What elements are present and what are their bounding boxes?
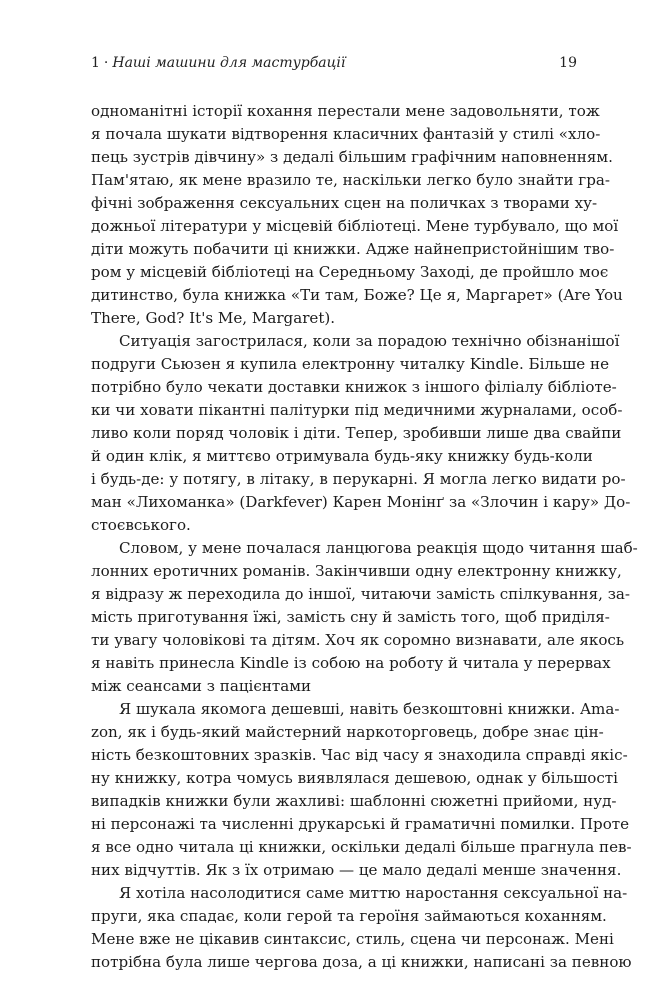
paragraph	[91, 882, 632, 974]
text-line: ну книжку, котра чомусь виявлялася дешевою, однак у більшості	[91, 769, 618, 787]
text-line: ки чи ховати пікантні палітурки під медичними журналами, особ-	[91, 401, 623, 419]
text-line: дожньої літератури у місцевій бібліотеці. Мене турбувало, що мої	[91, 217, 619, 235]
text-line: Словом, у мене почалася ланцюгова реакція щодо читання шаб-	[119, 539, 638, 557]
text-line: і будь-де: у потягу, в літаку, в перукарні. Я могла легко видати ро-	[91, 470, 626, 488]
text-line: ність безкоштовних зразків. Час від часу я знаходила справді якіс-	[91, 746, 628, 764]
text-line: я почала шукати відтворення класичних фантазій у стилі «хло-	[91, 125, 601, 143]
text-line: потрібно було чекати доставки книжок з іншого філіалу бібліоте-	[91, 378, 617, 396]
text-line: потрібна була лише чергова доза, а ці книжки, написані за певною	[91, 953, 632, 971]
text-line: дитинство, була книжка «Ти там, Боже? Це я, Маргарет» (Are You	[91, 286, 623, 304]
chapter-title: Наші машини для мастурбації	[112, 55, 346, 71]
text-line: Мене вже не цікавив синтаксис, стиль, сцена чи персонаж. Мені	[91, 930, 614, 948]
paragraph	[91, 100, 623, 330]
header-separator: ·	[103, 55, 109, 71]
text-line: Пам'ятаю, як мене вразило те, наскільки легко було знайти гра-	[91, 171, 610, 189]
text-line: фічні зображення сексуальних сцен на поличках з творами ху-	[91, 194, 598, 212]
text-line: я відразу ж переходила до іншої, читаючи замість спілкування, за-	[91, 585, 631, 603]
running-header	[91, 55, 577, 77]
text-line: стоєвського.	[91, 516, 191, 534]
text-line: між сеансами з пацієнтами	[91, 677, 312, 695]
text-line: Я хотіла насолодитися саме миттю наростання сексуальної на-	[119, 884, 628, 902]
text-line: пець зустрів дівчину» з дедалі більшим графічним наповненням.	[91, 148, 613, 166]
text-line: There, God? It's Me, Margaret).	[91, 309, 336, 327]
paragraph	[91, 698, 632, 882]
text-line: Я шукала якомога дешевші, навіть безкоштовні книжки. Ama-	[119, 700, 620, 718]
page-number: 19	[559, 55, 577, 71]
body-text	[91, 100, 638, 974]
text-line: випадків книжки були жахливі: шаблонні сюжетні прийоми, нуд-	[91, 792, 617, 810]
text-line: ман «Лихоманка» (Darkfever) Карен Монінґ за «Злочин і кару» До-	[91, 493, 631, 511]
text-line: й один клік, я миттєво отримувала будь-яку книжку будь-коли	[91, 447, 593, 465]
text-line: діти можуть побачити ці книжки. Адже найнепристойнішим тво-	[91, 240, 615, 258]
text-line: Ситуація загострилася, коли за порадою технічно обізнанішої	[119, 332, 620, 350]
chapter-number: 1	[91, 55, 100, 71]
text-line: одноманітні історії кохання перестали мене задовольняти, тож	[91, 102, 600, 120]
running-head	[91, 55, 345, 71]
text-line: я все одно читала ці книжки, оскільки дедалі більше прагнула пев-	[91, 838, 632, 856]
text-line: ні персонажі та численні друкарські й граматичні помилки. Проте	[91, 815, 630, 833]
text-line: них відчуттів. Як з їх отримаю — це мало дедалі менше значення.	[91, 861, 622, 879]
text-line: подруги Сьюзен я купила електронну читалку Kindle. Більше не	[91, 355, 610, 373]
text-line: мість приготування їжі, замість сну й замість того, щоб приділя-	[91, 608, 610, 626]
text-line: ти увагу чоловікові та дітям. Хоч як соромно визнавати, але якось	[91, 631, 625, 649]
text-line: ливо коли поряд чоловік і діти. Тепер, зробивши лише два свайпи	[91, 424, 622, 442]
text-line: zon, як і будь-який майстерний наркоторговець, добре знає цін-	[91, 723, 604, 741]
text-line: пруги, яка спадає, коли герой та героїня займаються коханням.	[91, 907, 607, 925]
paragraph	[91, 330, 631, 537]
text-line: лонних еротичних романів. Закінчивши одну електронну книжку,	[91, 562, 622, 580]
paragraph	[91, 537, 638, 698]
text-line: ром у місцевій бібліотеці на Середньому Заході, де пройшло моє	[91, 263, 609, 281]
text-line: я навіть принесла Kindle із собою на роботу й читала у перервах	[91, 654, 611, 672]
